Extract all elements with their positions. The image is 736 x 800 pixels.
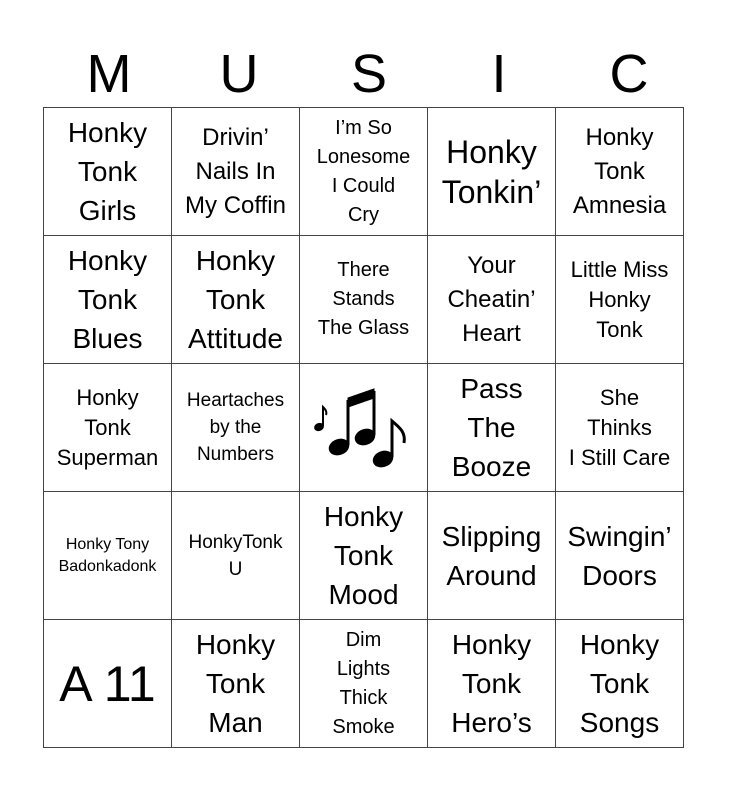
cell-label: HonkyTonk U — [188, 531, 283, 580]
bingo-cell[interactable] — [428, 492, 556, 620]
bingo-cell[interactable] — [172, 364, 300, 492]
cell-label: Dim Lights Thick Smoke — [332, 628, 395, 738]
bingo-cell[interactable] — [300, 492, 428, 620]
cell-label: Honky Tony Badonkadonk — [58, 535, 157, 575]
cell-label: Slipping Around — [441, 520, 542, 591]
cell-label: Honky Tonk Girls — [67, 117, 148, 226]
cell-label: Honky Tonk Amnesia — [572, 123, 667, 219]
cell-label: Pass The Booze — [451, 373, 532, 482]
cell-label: Honky Tonk Blues — [67, 245, 148, 354]
bingo-cell[interactable] — [44, 236, 172, 364]
board-row — [44, 236, 684, 364]
cell-label: Swingin’ Doors — [567, 520, 672, 591]
header-letter-m: M — [86, 44, 132, 104]
bingo-cell[interactable] — [428, 364, 556, 492]
cell-label: Honky Tonk Songs — [579, 629, 660, 738]
free-space-cell[interactable] — [300, 364, 428, 492]
cell-label: Honky Tonk Attitude — [188, 245, 283, 354]
cell-label: She Thinks I Still Care — [568, 384, 671, 470]
bingo-board — [43, 107, 684, 748]
header-letter-u: U — [219, 44, 259, 104]
bingo-cell[interactable] — [428, 108, 556, 236]
bingo-cell[interactable] — [428, 620, 556, 748]
cell-label: Little Miss Honky Tonk — [570, 256, 669, 342]
cell-label: I’m So Lonesome I Could Cry — [316, 116, 411, 226]
bingo-cell[interactable] — [300, 620, 428, 748]
board-row — [44, 492, 684, 620]
header-letter-i: I — [491, 44, 507, 104]
cell-label: Honky Tonkin’ — [441, 133, 542, 210]
bingo-cell[interactable] — [172, 108, 300, 236]
bingo-cell[interactable] — [300, 236, 428, 364]
cell-label: Honky Tonk Mood — [323, 501, 404, 610]
board-row — [44, 620, 684, 748]
bingo-cell[interactable] — [300, 108, 428, 236]
bingo-cell[interactable] — [428, 236, 556, 364]
bingo-cell[interactable] — [556, 364, 684, 492]
cell-label: Your Cheatin’ Heart — [447, 251, 536, 347]
cell-label: Honky Tonk Superman — [56, 384, 159, 470]
header-letter-c: C — [609, 44, 649, 104]
bingo-cell[interactable] — [556, 236, 684, 364]
bingo-cell[interactable] — [556, 620, 684, 748]
bingo-cell[interactable] — [172, 492, 300, 620]
board-row — [44, 364, 684, 492]
cell-label: There Stands The Glass — [317, 259, 410, 339]
music-notes-icon — [309, 385, 419, 471]
bingo-cell[interactable] — [556, 108, 684, 236]
header-letter-s: S — [350, 44, 388, 104]
cell-label: A 11 — [59, 655, 156, 712]
bingo-cell[interactable] — [44, 492, 172, 620]
bingo-cell[interactable] — [44, 108, 172, 236]
cell-label: Heartaches by the Numbers — [186, 390, 285, 465]
bingo-cell[interactable] — [44, 620, 172, 748]
bingo-header — [44, 40, 694, 108]
cell-label: Honky Tonk Hero’s — [451, 629, 532, 738]
cell-label: Honky Tonk Man — [195, 629, 276, 738]
bingo-cell[interactable] — [556, 492, 684, 620]
board-row — [44, 108, 684, 236]
cell-label: Drivin’ Nails In My Coffin — [185, 123, 286, 219]
bingo-cell[interactable] — [44, 364, 172, 492]
bingo-cell[interactable] — [172, 620, 300, 748]
bingo-cell[interactable] — [172, 236, 300, 364]
